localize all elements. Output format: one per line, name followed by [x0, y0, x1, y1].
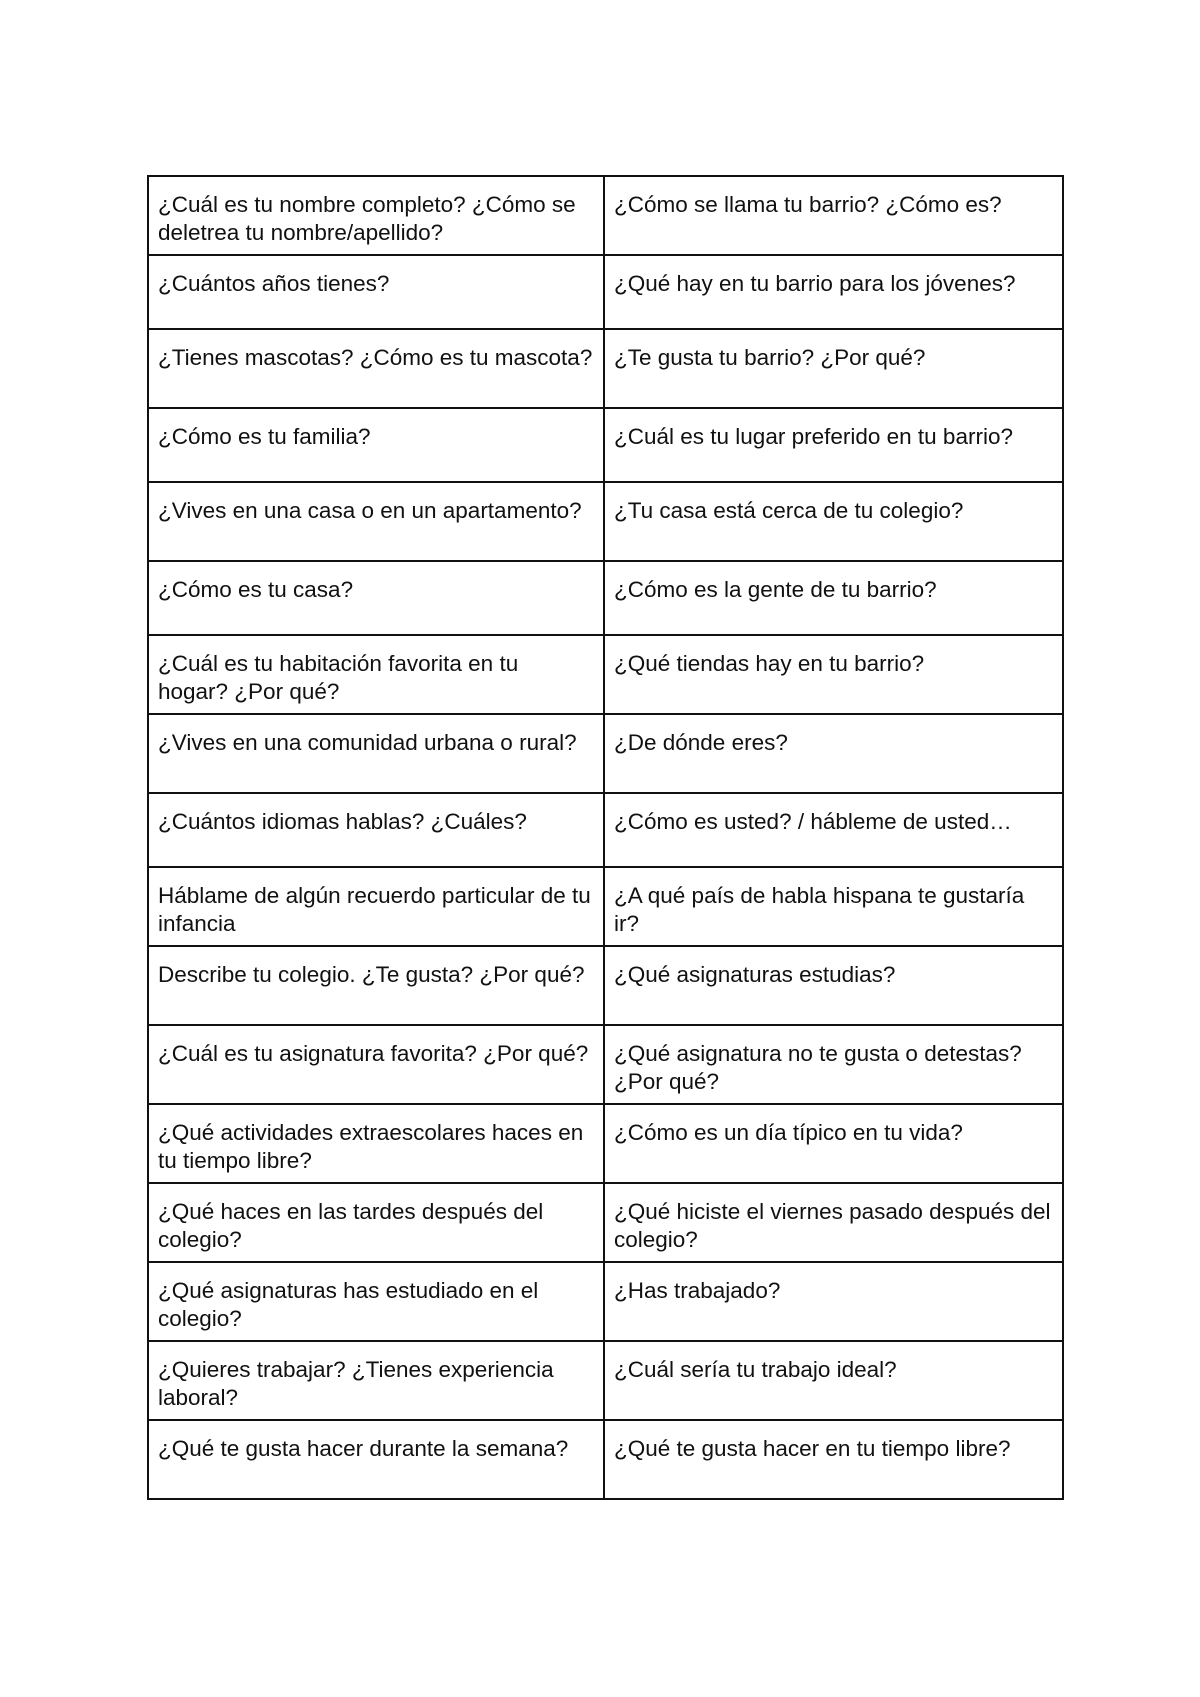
question-cell: ¿Qué tiendas hay en tu barrio?: [604, 635, 1063, 714]
question-cell: ¿Te gusta tu barrio? ¿Por qué?: [604, 329, 1063, 408]
question-cell: ¿Cuál es tu lugar preferido en tu barrio?: [604, 408, 1063, 482]
question-cell: ¿Qué haces en las tardes después del colegio?: [148, 1183, 604, 1262]
table-row: [148, 867, 1063, 946]
question-cell: ¿A qué país de habla hispana te gustaría ir?: [604, 867, 1063, 946]
question-cell: ¿Cuál es tu asignatura favorita? ¿Por qué?: [148, 1025, 604, 1104]
table-row: [148, 1420, 1063, 1499]
table-row: [148, 714, 1063, 793]
table-row: [148, 561, 1063, 635]
question-cell: ¿Qué te gusta hacer durante la semana?: [148, 1420, 604, 1499]
question-cell: ¿Cuál sería tu trabajo ideal?: [604, 1341, 1063, 1420]
question-cell: ¿Tienes mascotas? ¿Cómo es tu mascota?: [148, 329, 604, 408]
question-cell: ¿Cuántos idiomas hablas? ¿Cuáles?: [148, 793, 604, 867]
question-cell: ¿Cuántos años tienes?: [148, 255, 604, 329]
question-cell: ¿Cuál es tu habitación favorita en tu hogar? ¿Por qué?: [148, 635, 604, 714]
question-cell: Háblame de algún recuerdo particular de tu infancia: [148, 867, 604, 946]
table-row: [148, 255, 1063, 329]
question-cell: ¿Qué hay en tu barrio para los jóvenes?: [604, 255, 1063, 329]
question-cell: ¿Tu casa está cerca de tu colegio?: [604, 482, 1063, 561]
question-cell: ¿Cómo es usted? / hábleme de usted…: [604, 793, 1063, 867]
question-cell: ¿Cuál es tu nombre completo? ¿Cómo se deletrea tu nombre/apellido?: [148, 176, 604, 255]
question-table-body: [148, 176, 1063, 1499]
table-row: [148, 946, 1063, 1025]
question-cell: ¿Qué asignaturas has estudiado en el colegio?: [148, 1262, 604, 1341]
table-row: [148, 329, 1063, 408]
question-cell: ¿Vives en una casa o en un apartamento?: [148, 482, 604, 561]
question-cell: ¿Has trabajado?: [604, 1262, 1063, 1341]
question-cell: ¿Cómo es la gente de tu barrio?: [604, 561, 1063, 635]
question-cell: ¿Cómo es un día típico en tu vida?: [604, 1104, 1063, 1183]
question-cell: ¿Cómo se llama tu barrio? ¿Cómo es?: [604, 176, 1063, 255]
question-cell: ¿Quieres trabajar? ¿Tienes experiencia laboral?: [148, 1341, 604, 1420]
table-row: [148, 408, 1063, 482]
question-cell: ¿Qué hiciste el viernes pasado después del colegio?: [604, 1183, 1063, 1262]
table-row: [148, 1341, 1063, 1420]
table-row: [148, 1262, 1063, 1341]
question-cell: ¿Qué te gusta hacer en tu tiempo libre?: [604, 1420, 1063, 1499]
question-cell: ¿Qué asignatura no te gusta o detestas? ¿Por qué?: [604, 1025, 1063, 1104]
question-cell: ¿Vives en una comunidad urbana o rural?: [148, 714, 604, 793]
table-row: [148, 1104, 1063, 1183]
question-cell: ¿Cómo es tu casa?: [148, 561, 604, 635]
table-row: [148, 1025, 1063, 1104]
question-table: [147, 175, 1064, 1500]
question-cell: ¿Qué actividades extraescolares haces en tu tiempo libre?: [148, 1104, 604, 1183]
table-row: [148, 482, 1063, 561]
question-cell: ¿Cómo es tu familia?: [148, 408, 604, 482]
table-row: [148, 176, 1063, 255]
table-row: [148, 793, 1063, 867]
question-cell: ¿De dónde eres?: [604, 714, 1063, 793]
table-row: [148, 635, 1063, 714]
question-cell: ¿Qué asignaturas estudias?: [604, 946, 1063, 1025]
table-row: [148, 1183, 1063, 1262]
question-cell: Describe tu colegio. ¿Te gusta? ¿Por qué?: [148, 946, 604, 1025]
